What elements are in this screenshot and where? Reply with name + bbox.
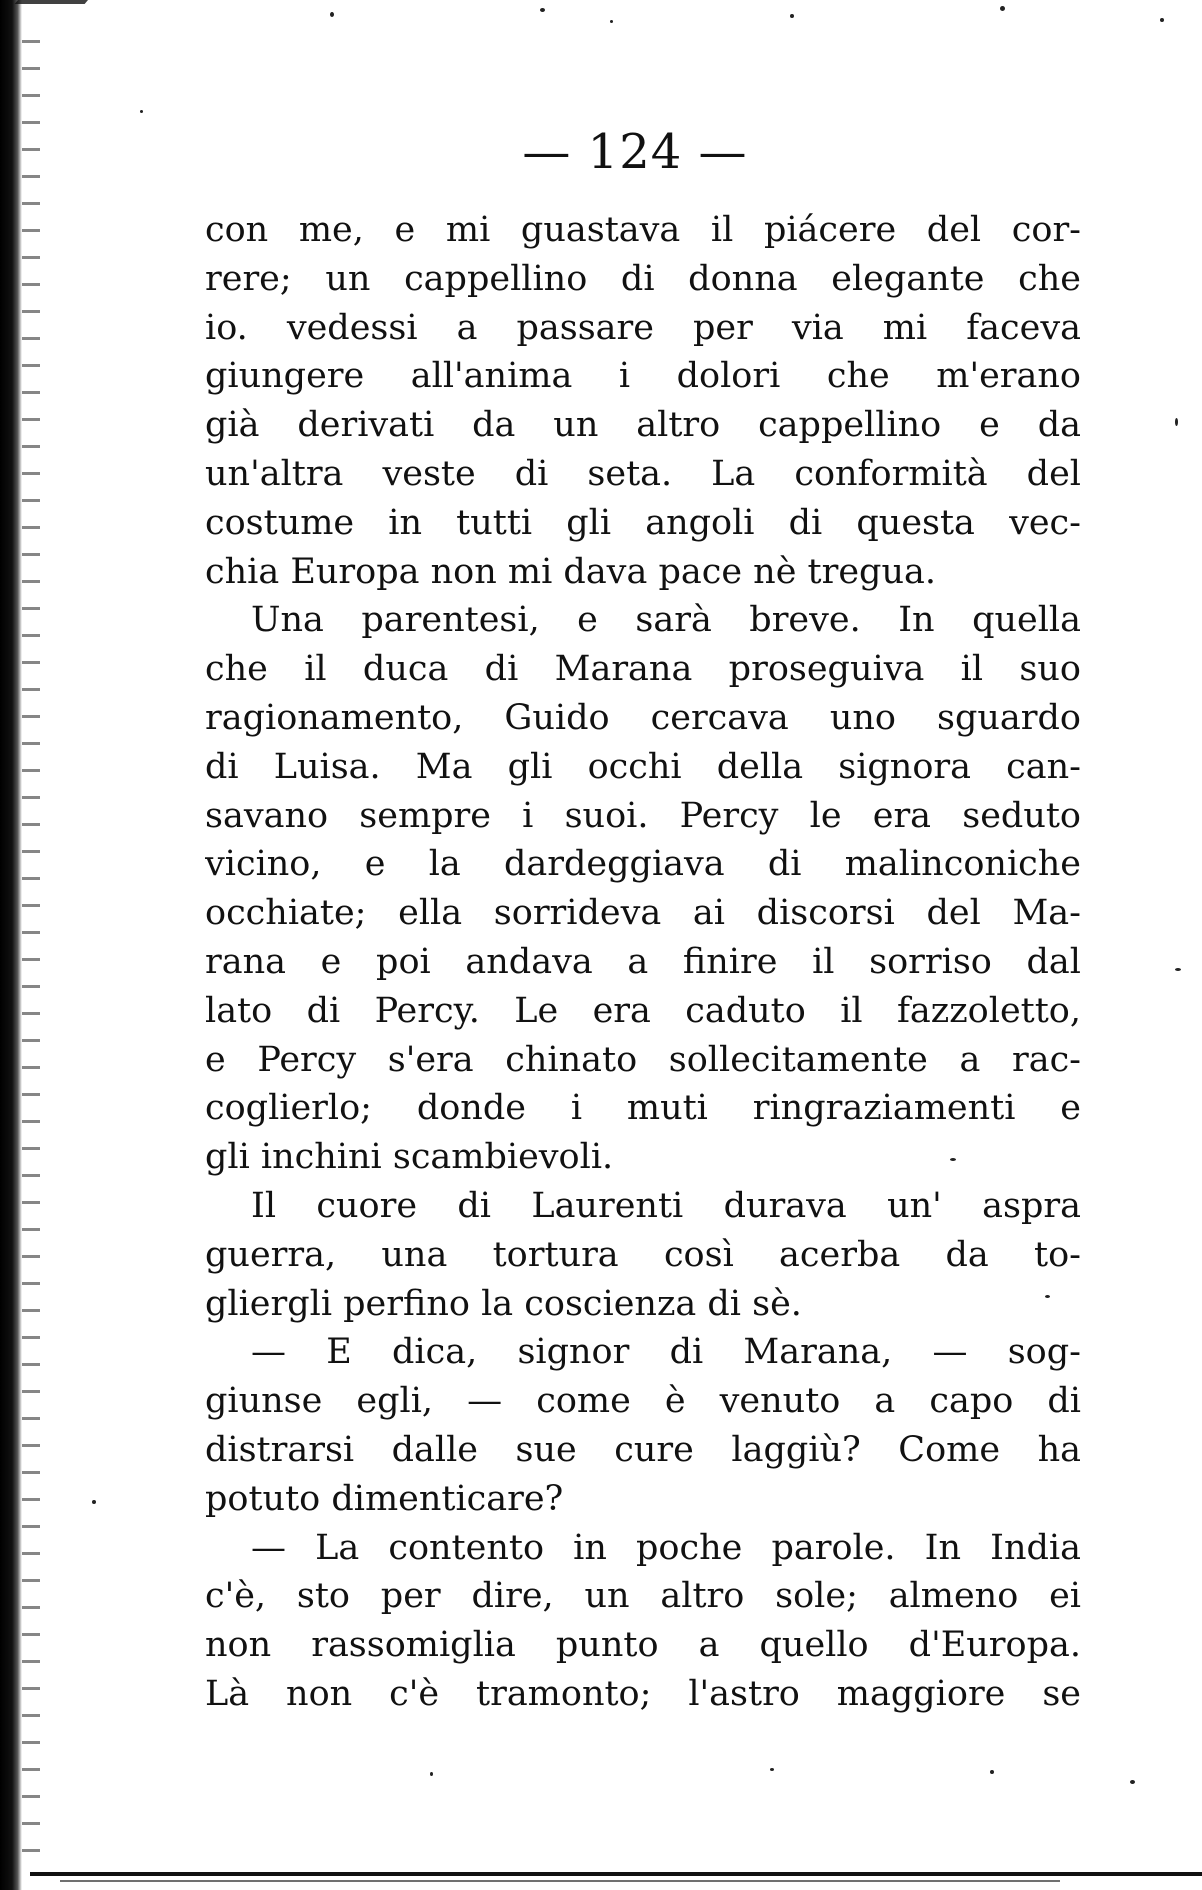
- ink-speck: [1000, 6, 1005, 11]
- text-line: Una parentesi, e sarà breve. In quella: [251, 600, 1081, 641]
- text-line: di Luisa. Ma gli occhi della signora can-: [205, 746, 1081, 787]
- text-line: chia Europa non mi dava pace nè tregua.: [205, 551, 936, 592]
- text-line: c'è, sto per dire, un altro sole; almeno ei: [205, 1576, 1081, 1617]
- text-line: giunse egli, — come è venuto a capo di: [205, 1381, 1081, 1422]
- text-line: lato di Percy. Le era caduto il fazzoletto,: [205, 990, 1081, 1031]
- text-line: già derivati da un altro cappellino e da: [205, 405, 1081, 446]
- text-line: gli inchini scambievoli.: [205, 1137, 614, 1178]
- text-line: e Percy s'era chinato sollecitamente a rac-: [205, 1039, 1081, 1080]
- ink-speck: [1175, 968, 1181, 971]
- ink-speck: [430, 1772, 433, 1776]
- text-line: guerra, una tortura così acerba da to-: [205, 1234, 1081, 1275]
- text-line: rana e poi andava a finire il sorriso dal: [205, 941, 1081, 982]
- ink-speck: [1175, 418, 1178, 426]
- ink-speck: [540, 8, 545, 12]
- text-line: con me, e mi guastava il piácere del cor-: [205, 210, 1081, 250]
- ink-speck: [990, 1770, 994, 1774]
- text-line: non rassomiglia punto a quello d'Europa.: [205, 1625, 1081, 1666]
- corner-fold-mark: [0, 0, 88, 44]
- ink-speck: [1160, 18, 1164, 22]
- text-line: io. vedessi a passare per via mi faceva: [205, 307, 1081, 348]
- bottom-page-edge-shadow: [60, 1880, 1060, 1882]
- text-line: — E dica, signor di Marana, — sog-: [251, 1332, 1081, 1373]
- body-text: [205, 206, 1081, 1719]
- text-line: Là non c'è tramonto; l'astro maggiore se: [205, 1673, 1081, 1714]
- ink-speck: [92, 1500, 96, 1504]
- text-line: occhiate; ella sorrideva ai discorsi del Ma-: [205, 893, 1081, 934]
- text-line: distrarsi dalle sue cure laggiù? Come ha: [205, 1429, 1081, 1470]
- ink-speck: [140, 110, 143, 113]
- text-line: un'altra veste di seta. La conformità del: [205, 453, 1081, 494]
- text-line: che il duca di Marana proseguiva il suo: [205, 649, 1081, 690]
- text-line: — La contento in poche parole. In India: [251, 1527, 1081, 1568]
- binding-shadow: [22, 40, 40, 1860]
- ink-speck: [330, 12, 334, 17]
- ink-speck: [770, 1768, 774, 1771]
- text-line: ragionamento, Guido cercava uno sguardo: [205, 697, 1081, 738]
- text-line: costume in tutti gli angoli di questa vec-: [205, 502, 1081, 543]
- ink-speck: [610, 20, 613, 23]
- page-number: — 124 —: [522, 124, 748, 180]
- text-line: Il cuore di Laurenti durava un' aspra: [251, 1185, 1081, 1226]
- ink-speck: [1130, 1780, 1135, 1784]
- text-line: coglierlo; donde i muti ringraziamenti e: [205, 1088, 1081, 1129]
- page-binding-edge: [0, 0, 22, 1890]
- text-line: gliergli perfino la coscienza di sè.: [205, 1283, 802, 1324]
- text-line: giungere all'anima i dolori che m'erano: [205, 356, 1081, 397]
- text-line: savano sempre i suoi. Percy le era seduto: [205, 795, 1081, 836]
- text-line: potuto dimenticare?: [205, 1478, 564, 1519]
- ink-speck: [790, 14, 794, 18]
- text-line: rere; un cappellino di donna elegante che: [205, 258, 1081, 299]
- text-line: vicino, e la dardeggiava di malinconiche: [205, 844, 1081, 885]
- bottom-page-edge: [30, 1872, 1202, 1876]
